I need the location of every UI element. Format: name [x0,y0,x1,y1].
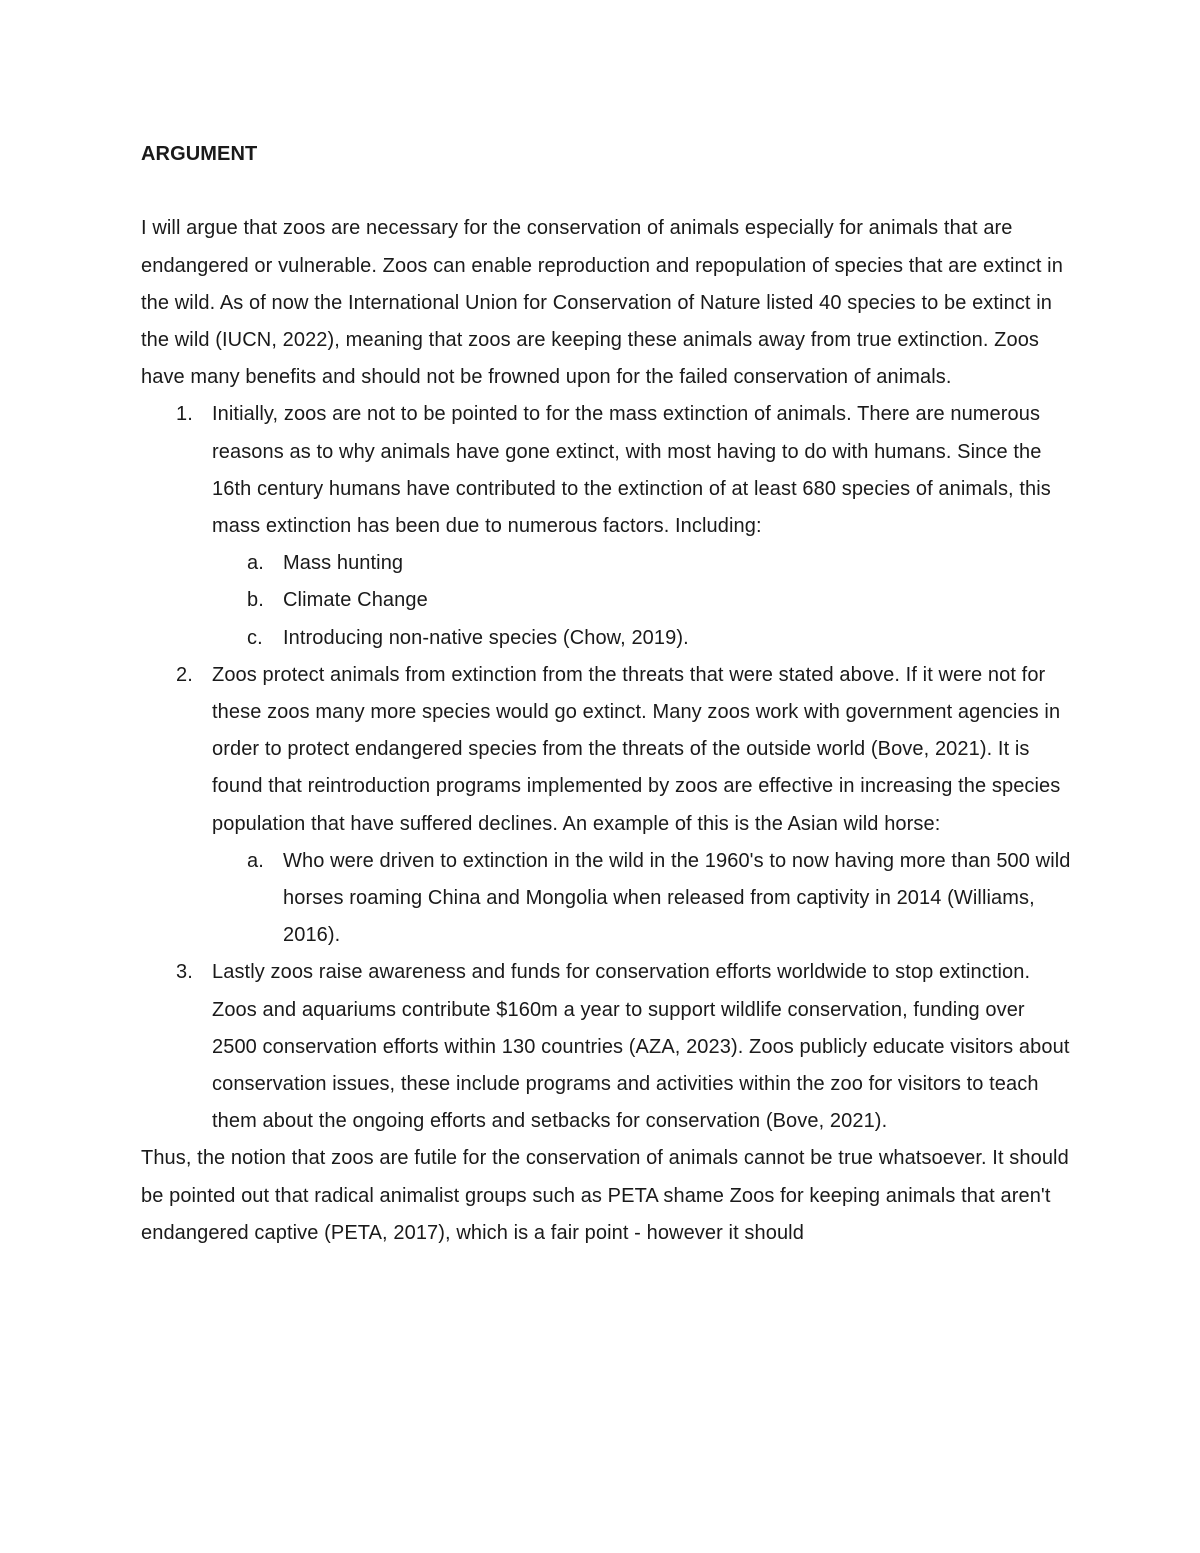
section-heading: ARGUMENT [141,143,258,165]
point-text: Initially, zoos are not to be pointed to for the mass extinction of animals. There are numerous reasons as to why animals have gone extinct, with most having to do with humans. Since the 16th century humans have contributed to the extinction of at least 680 species of animals, this mass extinction has been due to numerous factors. Including: [212,403,1051,537]
example-list [212,843,1071,955]
sub-point-text: Introducing non-native species (Chow, 2019). [283,626,689,649]
sub-point-text: Mass hunting [283,552,404,575]
sub-point-letter: c. [247,626,263,649]
document-body [141,136,1071,1252]
argument-point-2 [141,657,1071,955]
factor-list [212,545,1071,657]
sub-point [212,545,1071,582]
blank-line [141,173,1071,210]
point-text: Lastly zoos raise awareness and funds for conservation efforts worldwide to stop extinction. Zoos and aquariums contribute $160m a year to support wildlife conservation, funding over 2500 conservation efforts within 130 countries (AZA, 2023). Zoos publicly educate visitors about conservation issues, these include programs and activities within the zoo for visitors to teach them about the ongoing efforts and setbacks for conservation (Bove, 2021). [212,961,1070,1133]
sub-point-text: Climate Change [283,589,428,612]
sub-point-text: Who were driven to extinction in the wild in the 1960's to now having more than 500 wild horses roaming China and Mongolia when released from captivity in 2014 (Williams, 2016). [283,849,1071,947]
sub-point [212,582,1071,619]
sub-point-letter: a. [247,552,264,575]
sub-point-letter: b. [247,589,264,612]
sub-point [212,620,1071,657]
point-number: 1. [176,403,193,426]
point-number: 3. [176,961,193,984]
argument-list [141,396,1071,1140]
intro-paragraph: I will argue that zoos are necessary for the conservation of animals especially for animals that are endangered or vulnerable. Zoos can enable reproduction and repopulation of species that are extinct in the wild. As of now the International Union for Conservation of Nature listed 40 species to be extinct in the wild (IUCN, 2022), meaning that zoos are keeping these animals away from true extinction. Zoos have many benefits and should not be frowned upon for the failed conservation of animals. [141,217,1063,389]
sub-point [212,843,1071,955]
point-text: Zoos protect animals from extinction from the threats that were stated above. If it were not for these zoos many more species would go extinct. Many zoos work with government agencies in order to protect endangered species from the threats of the outside world (Bove, 2021). It is found that reintroduction programs implemented by zoos are effective in increasing the species population that have suffered declines. An example of this is the Asian wild horse: [212,663,1061,835]
argument-point-3 [141,954,1071,1140]
sub-point-letter: a. [247,849,264,872]
conclusion-paragraph: Thus, the notion that zoos are futile for the conservation of animals cannot be true whatsoever. It should be pointed out that radical animalist groups such as PETA shame Zoos for keeping animals that aren't endangered captive (PETA, 2017), which is a fair point - however it should [141,1147,1069,1244]
argument-point-1 [141,396,1071,656]
point-number: 2. [176,663,193,686]
